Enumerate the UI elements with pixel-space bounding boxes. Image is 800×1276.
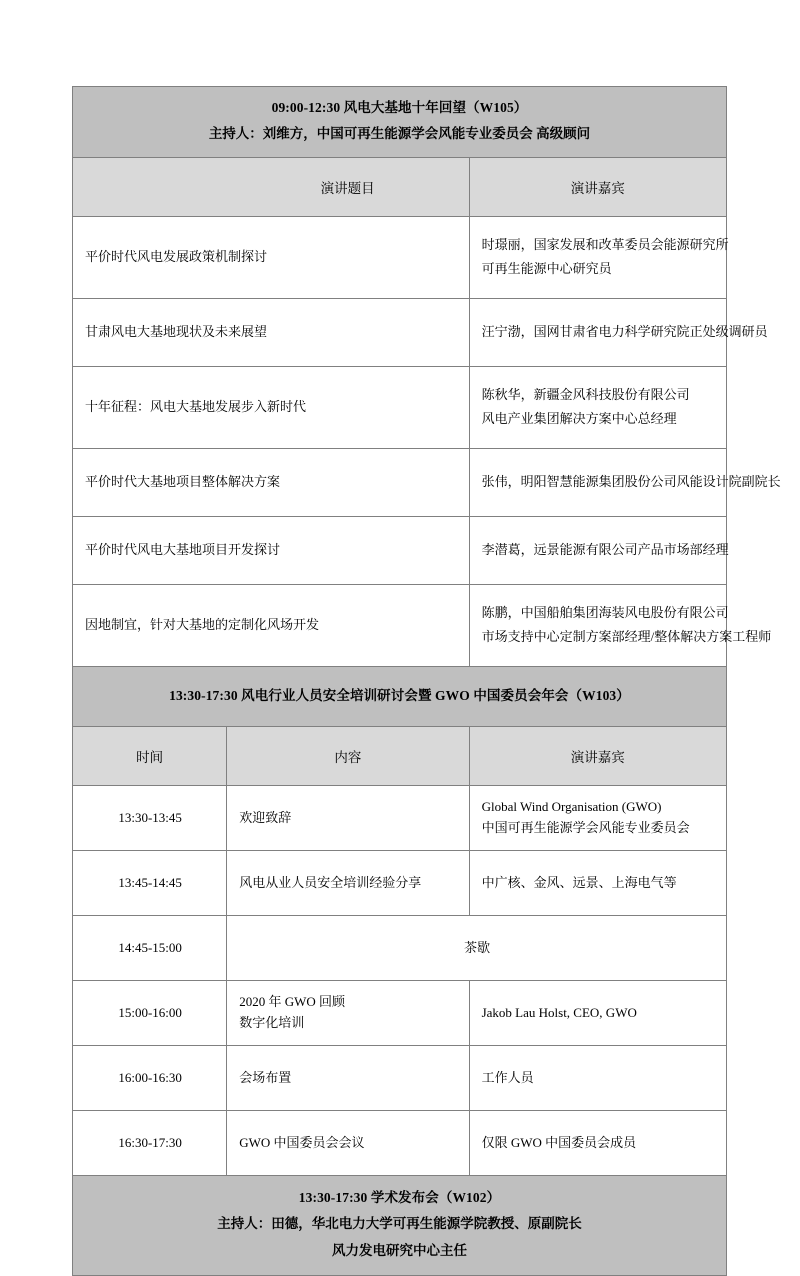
session-header-w103: [73, 666, 727, 726]
speaker-line: 陈秋华，新疆金风科技股份有限公司: [481, 387, 690, 403]
content-line: 茶歇: [464, 939, 491, 955]
time-cell: [73, 980, 227, 1045]
topic-line: 十年征程：风电大基地发展步入新时代: [85, 399, 307, 415]
agenda-table: [72, 86, 781, 1276]
speaker-cell: [469, 516, 729, 584]
content-line: 数字化培训: [239, 1014, 305, 1030]
table2-col-time: [73, 726, 227, 785]
speaker-line: 汪宁渤，国网甘肃省电力科学研究院正处级调研员: [481, 324, 768, 340]
content-cell-merged: [227, 915, 727, 980]
speaker-line: 陈鹏，中国船舶集团海装风电股份有限公司: [481, 605, 729, 621]
topic-cell: [73, 298, 470, 366]
speaker-cell: [469, 1110, 726, 1175]
speaker-line: 张伟，明阳智慧能源集团股份公司风能设计院副院长: [481, 474, 781, 490]
table-row: [73, 915, 727, 980]
session-title: 09:00-12:30 风电大基地十年回望（W105）: [271, 100, 528, 115]
table-row: [73, 785, 727, 850]
table2-col-content-label: 内容: [334, 749, 362, 765]
speaker-cell: [469, 1045, 726, 1110]
time-cell: [73, 1045, 227, 1110]
content-line: GWO 中国委员会会议: [239, 1134, 365, 1150]
table-row: [73, 448, 727, 516]
time-value: 14:45-15:00: [118, 939, 182, 955]
topic-cell: [73, 584, 470, 666]
speaker-line: 中国可再生能源学会风能专业委员会: [481, 819, 690, 835]
table1-col-speaker: [469, 157, 726, 216]
speaker-line: 可再生能源中心研究员: [481, 261, 612, 277]
topic-cell: [73, 216, 470, 298]
session-host: 主持人：田德，华北电力大学可再生能源学院教授、原副院长: [217, 1216, 582, 1232]
speaker-line: 市场支持中心定制方案部经理/整体解决方案工程师: [481, 629, 772, 645]
table-row: [73, 1110, 727, 1175]
content-cell: [227, 785, 469, 850]
time-value: 13:30-13:45: [118, 809, 182, 825]
speaker-cell: [469, 298, 768, 366]
speaker-line: 工作人员: [481, 1069, 534, 1085]
speaker-line: 李潜葛，远景能源有限公司产品市场部经理: [481, 542, 729, 558]
table1-column-header-row: [73, 157, 727, 216]
session-host: 主持人：刘维方，中国可再生能源学会风能专业委员会 高级顾问: [208, 126, 591, 142]
time-value: 15:00-16:00: [118, 1004, 182, 1020]
time-cell: [73, 1110, 227, 1175]
topic-line: 因地制宜，针对大基地的定制化风场开发: [85, 617, 320, 633]
session-header-w102: [73, 1175, 727, 1275]
topic-line: 平价时代风电发展政策机制探讨: [85, 249, 268, 265]
content-cell: [227, 850, 469, 915]
table2-col-content: [227, 726, 469, 785]
table2-col-speaker-label: 演讲嘉宾: [570, 749, 625, 765]
speaker-cell: [469, 216, 729, 298]
speaker-cell: [469, 850, 726, 915]
topic-cell: [73, 448, 470, 516]
session-host-secondary: 风力发电研究中心主任: [332, 1242, 467, 1258]
content-line: 风电从业人员安全培训经验分享: [239, 874, 422, 890]
topic-line: 平价时代风电大基地项目开发探讨: [85, 542, 281, 558]
table-row: [73, 1045, 727, 1110]
table-row: [73, 216, 727, 298]
session-header-w105: [73, 87, 727, 158]
time-value: 13:45-14:45: [118, 874, 182, 890]
session-title: 13:30-17:30 学术发布会（W102）: [298, 1189, 501, 1205]
topic-line: 平价时代大基地项目整体解决方案: [85, 474, 281, 490]
table-row: [73, 298, 727, 366]
topic-cell: [73, 516, 470, 584]
table-row: [73, 850, 727, 915]
content-line: 欢迎致辞: [239, 809, 292, 825]
content-cell: [227, 1045, 469, 1110]
table-row: [73, 980, 727, 1045]
speaker-line: 仅限 GWO 中国委员会成员: [481, 1134, 637, 1150]
session-title: 13:30-17:30 风电行业人员安全培训研讨会暨 GWO 中国委员会年会（W103）: [169, 687, 630, 703]
table2-col-speaker: [469, 726, 726, 785]
content-cell: [227, 1110, 469, 1175]
speaker-cell: [469, 785, 726, 850]
speaker-cell: [469, 448, 781, 516]
table-row: [73, 584, 727, 666]
time-cell: [73, 785, 227, 850]
content-line: 会场布置: [239, 1069, 292, 1085]
speaker-line: 时璟丽，国家发展和改革委员会能源研究所: [481, 237, 729, 253]
table1-col-speaker-label: 演讲嘉宾: [570, 180, 625, 196]
speaker-cell: [469, 980, 726, 1045]
time-value: 16:00-16:30: [118, 1069, 182, 1085]
table1-col-topic-a: [73, 157, 227, 216]
session-header-cell: [73, 1175, 727, 1275]
time-cell: [73, 915, 227, 980]
session-header-cell: [73, 87, 727, 158]
speaker-line: 风电产业集团解决方案中心总经理: [481, 411, 677, 427]
table2-column-header-row: [73, 726, 727, 785]
table-row: [73, 516, 727, 584]
session-header-cell: [73, 666, 727, 726]
speaker-line: Global Wind Organisation (GWO): [481, 799, 662, 815]
speaker-line: 中广核、金风、远景、上海电气等: [481, 874, 677, 890]
speaker-cell: [469, 366, 726, 448]
content-line: 2020 年 GWO 回顾: [239, 994, 346, 1010]
time-cell: [73, 850, 227, 915]
table-row: [73, 366, 727, 448]
content-cell: [227, 980, 469, 1045]
table1-col-topic-label: 演讲题目: [320, 180, 375, 196]
table1-col-topic: [227, 157, 469, 216]
topic-line: 甘肃风电大基地现状及未来展望: [85, 324, 268, 340]
table2-col-time-label: 时间: [136, 749, 164, 765]
speaker-cell: [469, 584, 772, 666]
speaker-line: Jakob Lau Holst, CEO, GWO: [481, 1004, 637, 1020]
topic-cell: [73, 366, 470, 448]
time-value: 16:30-17:30: [118, 1134, 182, 1150]
